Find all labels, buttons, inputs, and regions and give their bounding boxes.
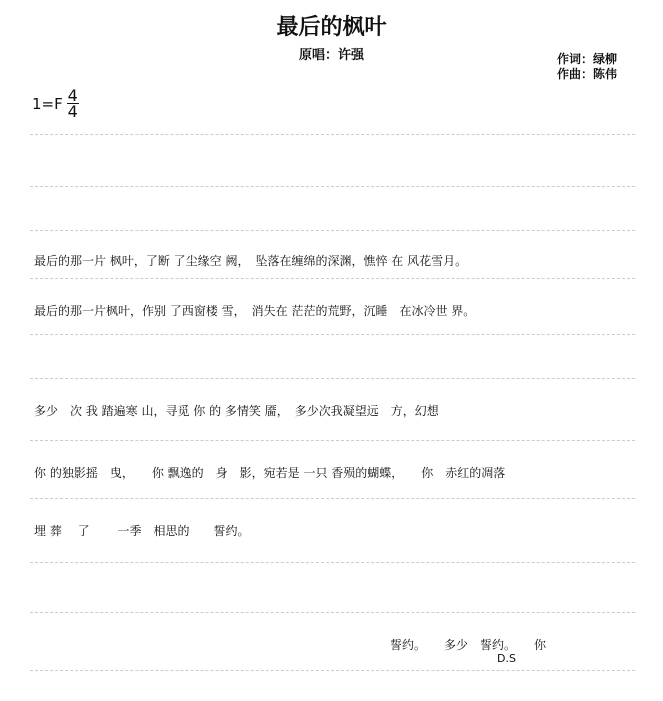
song-title: 最后的枫叶 [276, 15, 387, 40]
lyric-line: 最后的那一片枫叶，作别 了西窗楼 雪， 消失在 茫茫的荒野，沉睡 在冰冷世 界。 [34, 304, 476, 318]
notation-row [30, 560, 635, 563]
key-label: 1=F [32, 94, 63, 113]
notation-row [30, 438, 635, 441]
credits [557, 52, 617, 82]
lyric-line: 最后的那一片 枫叶，了断 了尘缘空 阙， 坠落在缠绵的深渊，憔悴 在 风花雪月。 [34, 254, 468, 268]
original-singer: 原唱：许强 [298, 48, 364, 63]
composer-credit: 作曲：陈伟 [557, 67, 618, 81]
notation-row [30, 668, 635, 671]
ds-mark: D.S [497, 652, 516, 665]
notation-row [30, 276, 635, 279]
lyric-line: 你 的独影摇 曳， 你 飘逸的 身 影，宛若是 一只 香殒的蝴蝶， 你 赤红的凋落 [34, 466, 506, 480]
notation-row [30, 376, 635, 379]
key-signature [32, 88, 79, 119]
notation-row [30, 132, 635, 135]
lyric-line: 誓约。 多少 誓约。 你 [390, 638, 547, 652]
time-signature-top: 4 [67, 86, 78, 105]
notation-row [30, 610, 635, 613]
notation-row [30, 228, 635, 231]
lyric-line: 埋 葬 了 一季 相思的 誓约。 [34, 524, 250, 538]
notation-row [30, 332, 635, 335]
lyricist-credit: 作词：绿柳 [557, 52, 618, 66]
notation-row [30, 496, 635, 499]
time-signature-bottom: 4 [67, 102, 78, 121]
lyric-line: 多少 次 我 踏遍寒 山，寻觅 你 的 多情笑 靥， 多少次我凝望远 方，幻想 [34, 404, 439, 418]
time-signature [67, 88, 79, 119]
notation-row [30, 184, 635, 187]
